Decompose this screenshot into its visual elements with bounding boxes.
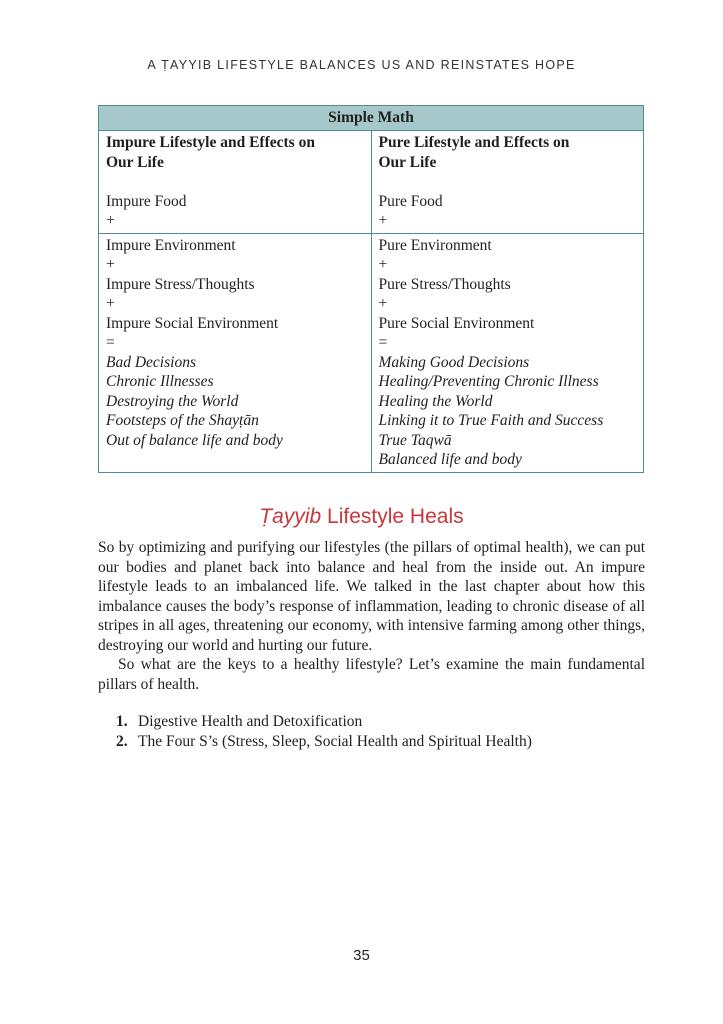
pure-row: Pure Stress/Thoughts — [378, 275, 511, 293]
list-item — [116, 732, 532, 752]
list-item-text: Digestive Health and Detoxification — [138, 713, 363, 730]
impure-outcome: Footsteps of the Shayṭān — [106, 412, 259, 429]
impure-row: + — [106, 295, 115, 312]
impure-heading-line-2: Our Life — [106, 153, 164, 171]
pure-outcome: True Taqwā — [378, 431, 452, 449]
running-head: A ṬAYYIB LIFESTYLE BALANCES US AND REINSTATES HOPE — [147, 58, 576, 72]
page-number: 35 — [353, 947, 370, 964]
pure-heading-line-2: Our Life — [378, 153, 437, 171]
pure-row: = — [378, 334, 388, 351]
impure-outcome: Out of balance life and body — [106, 431, 283, 449]
impure-outcome: Bad Decisions — [106, 353, 196, 371]
impure-row: = — [106, 334, 115, 351]
impure-heading-line-1: Impure Lifestyle and Effects on — [106, 134, 315, 151]
section-heading-italic: Ṭayyib — [259, 505, 322, 528]
impure-outcome: Destroying the World — [106, 392, 239, 410]
pure-outcome: Healing the World — [378, 392, 493, 410]
pure-row: Pure Environment — [378, 236, 492, 254]
impure-row: + — [106, 256, 115, 273]
impure-header-cell — [99, 131, 372, 234]
list-item — [116, 712, 532, 732]
pure-body-cell — [371, 233, 644, 472]
impure-body-cell — [99, 233, 372, 472]
paragraph-1: So by optimizing and purifying our lifestyles (the pillars of optimal health), we can put our bodies and planet back into balance and heal from the inside out. An impure lifestyle leads to an imbalanced life. We talked in the last chapter about how this imbalance causes the body’s response of inflammation, leading to chronic disease of all stripes in all ages, threatening our economy, with intensive farming among other things, destroying our world and hurting our future. — [98, 539, 645, 654]
pure-row: Pure Social Environment — [378, 314, 535, 332]
pure-row: + — [378, 295, 388, 312]
list-item-number: 1. — [116, 713, 128, 730]
paragraph-2: So what are the keys to a healthy lifestyle? Let’s examine the main fundamental pillars of health. — [98, 656, 645, 693]
table-title: Simple Math — [99, 106, 644, 131]
impure-food: Impure Food — [106, 192, 187, 210]
pure-outcome: Healing/Preventing Chronic Illness — [378, 373, 599, 390]
pure-row: + — [378, 256, 388, 273]
list-item-number: 2. — [116, 733, 128, 750]
pure-plus: + — [378, 212, 388, 229]
pure-outcome: Making Good Decisions — [378, 353, 530, 371]
section-heading — [0, 505, 723, 529]
simple-math-table — [98, 105, 644, 473]
impure-row: Impure Social Environment — [106, 314, 279, 332]
section-heading-rest: Lifestyle Heals — [321, 505, 464, 528]
pure-outcome: Balanced life and body — [378, 451, 522, 468]
impure-row: Impure Stress/Thoughts — [106, 275, 255, 293]
impure-plus: + — [106, 212, 115, 229]
impure-row: Impure Environment — [106, 236, 236, 254]
pure-outcome: Linking it to True Faith and Success — [378, 412, 604, 429]
pure-header-cell — [371, 131, 644, 234]
pure-heading-line-1: Pure Lifestyle and Effects on — [378, 134, 570, 151]
pure-food: Pure Food — [378, 192, 443, 210]
pillars-list — [116, 712, 532, 752]
impure-outcome: Chronic Illnesses — [106, 373, 214, 390]
body-text — [98, 538, 645, 694]
list-item-text: The Four S’s (Stress, Sleep, Social Health and Spiritual Health) — [138, 733, 532, 750]
